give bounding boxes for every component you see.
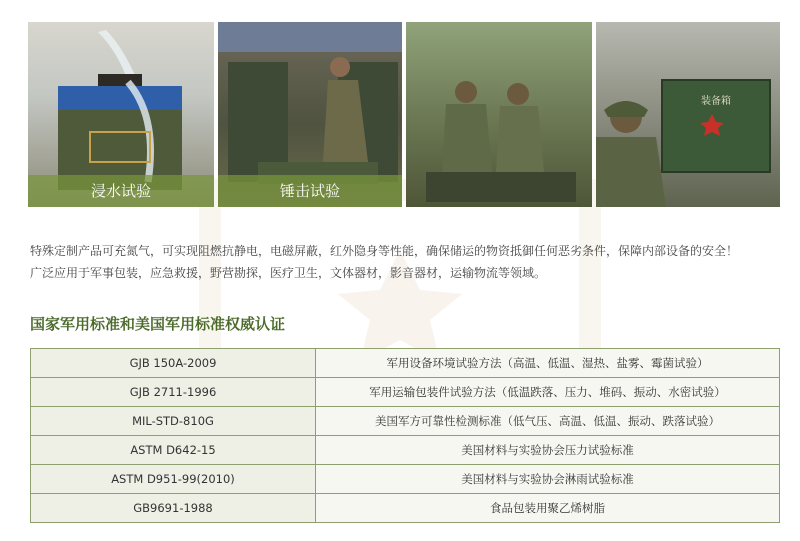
table-row <box>31 436 780 465</box>
standard-code: GB9691-1988 <box>31 494 316 523</box>
table-row <box>31 407 780 436</box>
standard-description: 军用运输包装件试验方法（低温跌落、压力、堆码、振动、水密试验） <box>316 378 780 407</box>
standard-code: GJB 150A-2009 <box>31 349 316 378</box>
standards-table <box>30 348 780 523</box>
photo-caption: 浸水试验 <box>28 175 214 207</box>
description-line: 特殊定制产品可充氮气，可实现阻燃抗静电，电磁屏蔽，红外隐身等性能，确保储运的物资抵御任何恶劣条件，保障内部设备的安全！ <box>30 244 739 258</box>
soldiers-field-photo <box>406 22 592 207</box>
standard-description: 军用设备环境试验方法（高温、低温、湿热、盐雾、霉菌试验） <box>316 349 780 378</box>
standard-description: 美国材料与实验协会淋雨试验标准 <box>316 465 780 494</box>
standard-description: 美国材料与实验协会压力试验标准 <box>316 436 780 465</box>
table-row <box>31 465 780 494</box>
soldier-equipment-case-illustration <box>596 22 780 207</box>
soldiers-field-illustration <box>406 22 592 207</box>
standard-code: ASTM D642-15 <box>31 436 316 465</box>
table-row <box>31 349 780 378</box>
standard-description: 食品包装用聚乙烯树脂 <box>316 494 780 523</box>
standard-code: ASTM D951-99(2010) <box>31 465 316 494</box>
soldier-equipment-case-photo <box>596 22 780 207</box>
description-line: 广泛应用于军事包装，应急救援，野营勘探，医疗卫生，文体器材，影音器材，运输物流等领域。 <box>30 266 547 280</box>
standard-description: 美国军方可靠性检测标准（低气压、高温、低温、振动、跌落试验） <box>316 407 780 436</box>
water-immersion-photo <box>28 22 214 207</box>
standard-code: MIL-STD-810G <box>31 407 316 436</box>
section-title: 国家军用标准和美国军用标准权威认证 <box>30 315 286 333</box>
hammer-test-photo <box>218 22 402 207</box>
photo-strip <box>28 22 780 207</box>
product-description <box>30 240 790 284</box>
photo-caption: 锤击试验 <box>218 175 402 207</box>
table-row <box>31 494 780 523</box>
table-row <box>31 378 780 407</box>
standard-code: GJB 2711-1996 <box>31 378 316 407</box>
equipment-case-sign-text: 装备箱 <box>701 96 731 107</box>
